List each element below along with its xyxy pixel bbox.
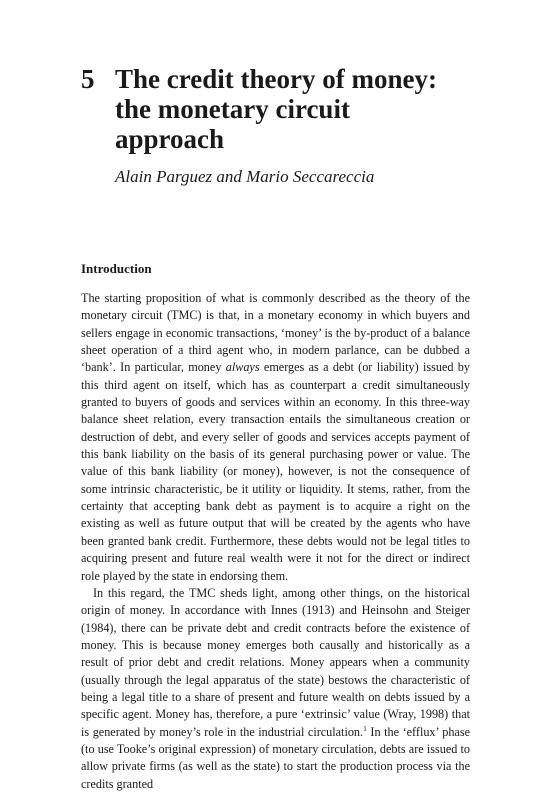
chapter-title-line: approach: [115, 124, 225, 154]
chapter-authors: Alain Parguez and Mario Seccareccia: [115, 167, 375, 186]
chapter-title-line: The credit theory of money:: [115, 64, 437, 94]
paragraph: [81, 290, 470, 585]
chapter-title: [115, 64, 437, 154]
paragraph-text: The starting proposition of what is commonly described as the theory of the monetary circuit (TMC) is that, in a monetary economy in which buyers and sellers engage in economic transactions, ‘money’ is the by-product of a balance sheet operation of a third agent who, in modern parlance, can be dubbed a ‘bank’. In particular, money: [81, 291, 470, 375]
body-text: [81, 290, 470, 793]
paragraph: [81, 585, 470, 793]
chapter-number: 5: [81, 64, 95, 94]
paragraph-text: emerges as a debt (or liability) issued by this third agent on itself, which has as counterpart a credit simultaneously granted to buyers of goods and services within an economy. In this three-way balance sheet relation, every transaction entails the simultaneous creation or destruction of debt, and every seller of goods and services accepts payment of this bank liability on the basis of its general purchasing power or value. The value of this bank liability (or money), however, is not the consequence of some intrinsic characteristic, be it utility or liquidity. It stems, rather, from the certainty that accepting bank debt as payment is to acquire a right on the existing as well as future output that will be created by the agents who have been granted bank credit. Furthermore, these debts would not be legal titles to acquiring present and future real wealth were it not for the direct or indirect role played by the state in endorsing them.: [81, 360, 470, 583]
chapter-title-line: the monetary circuit: [115, 94, 350, 124]
footnote-marker[interactable]: 1: [363, 723, 367, 733]
emphasis-text: always: [225, 360, 260, 375]
paragraph-text: In the ‘efflux’ phase (to use Tooke’s original expression) of monetary circulation, debts are issued to allow private firms (as well as the state) to start the production process via the credits granted: [81, 724, 470, 791]
chapter-title-block: [81, 64, 501, 154]
paragraph-text: In this regard, the TMC sheds light, among other things, on the historical origin of money. In accordance with Innes (1913) and Heinsohn and Steiger (1984), there can be private debt and credit contracts before the existence of money. This is because money emerges both causally and historically as a result of prior debt and credit relations. Money appears when a community (usually through the legal apparatus of the state) bestows the characteristic of being a legal title to a share of present and future wealth on debts issued by a specific agent. Money has, therefore, a pure ‘extrinsic’ value (Wray, 1998) that is generated by money’s role in the industrial circulation.: [81, 585, 470, 739]
chapter-header: [81, 64, 501, 188]
section-heading: Introduction: [81, 261, 152, 276]
